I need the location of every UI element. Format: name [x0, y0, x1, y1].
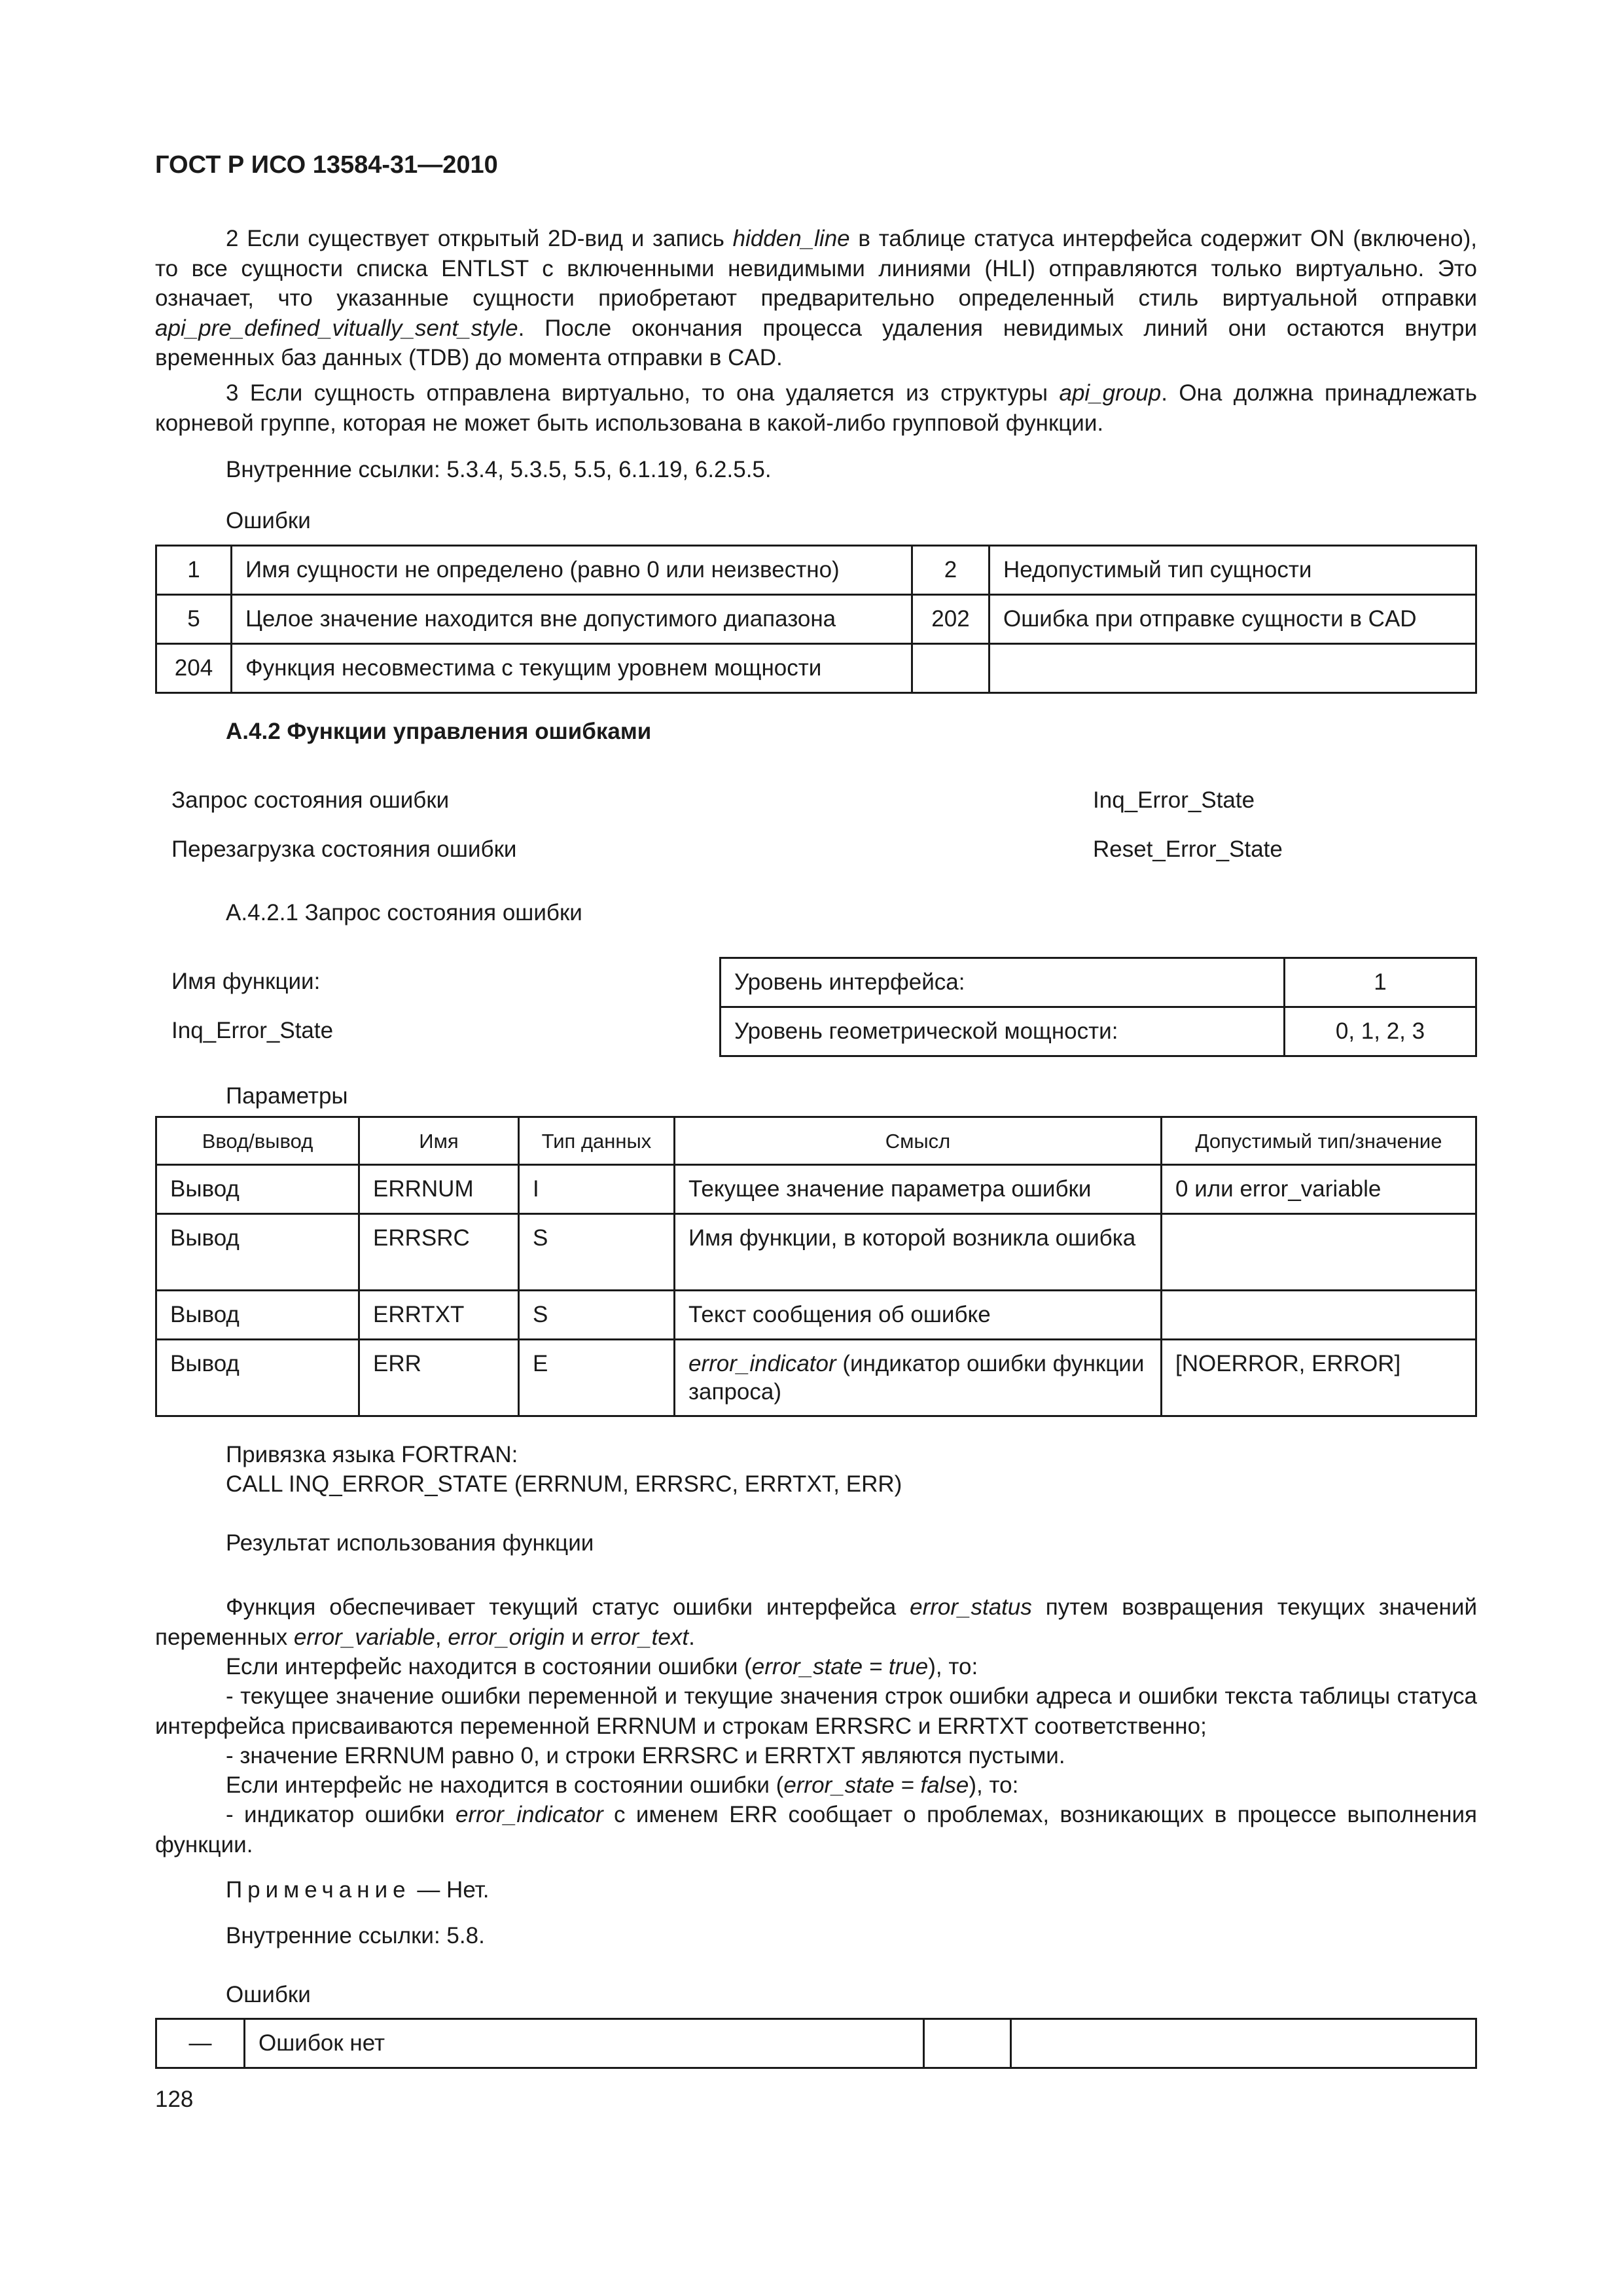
- result-line-5: [226, 1770, 1018, 1800]
- table-cell: Текст сообщения об ошибке: [675, 1291, 1162, 1340]
- fortran-label: Привязка языка FORTRAN:: [226, 1442, 518, 1467]
- level-value: 0, 1, 2, 3: [1285, 1007, 1476, 1056]
- function-2-code: Reset_Error_State: [1093, 836, 1283, 862]
- errors-label-2: Ошибки: [226, 1982, 311, 2007]
- error-description: Ошибка при отправке сущности в CAD: [990, 595, 1476, 644]
- table-cell: ERR: [359, 1340, 519, 1416]
- meaning-text: (индикатор ошибки функции запроса): [688, 1351, 1145, 1405]
- parameters-table: [155, 1116, 1477, 1417]
- table-cell: ERRSRC: [359, 1214, 519, 1291]
- table-cell: E: [519, 1340, 675, 1416]
- errors-label: Ошибки: [226, 508, 311, 533]
- result-text: с именем ERR сообщает о проблемах, возникающих в процессе выполнения функции.: [155, 1802, 1477, 1857]
- level-label: Уровень геометрической мощности:: [721, 1007, 1285, 1056]
- error-description: Имя сущности не определено (равно 0 или неизвестно): [232, 546, 912, 595]
- result-heading: Результат использования функции: [226, 1530, 594, 1556]
- document-page: [155, 0, 1477, 2296]
- result-text: и: [565, 1624, 591, 1650]
- error-variable-term: error_variable: [293, 1624, 435, 1650]
- result-text: - индикатор ошибки: [226, 1802, 455, 1827]
- result-text: ,: [435, 1624, 448, 1650]
- column-header: Смысл: [675, 1117, 1162, 1165]
- error-description: Целое значение находится вне допустимого диапазона: [232, 595, 912, 644]
- result-paragraph-3: [155, 1681, 1477, 1741]
- note-paragraph-2: [155, 224, 1477, 373]
- table-row: [156, 1291, 1476, 1340]
- note-line: [226, 1875, 490, 1905]
- hidden-line-term: hidden_line: [732, 226, 850, 251]
- function-name-value: Inq_Error_State: [171, 1018, 334, 1043]
- section-heading: А.4.2 Функции управления ошибками: [226, 719, 652, 744]
- function-1-code: Inq_Error_State: [1093, 787, 1255, 813]
- error-description: [1011, 2019, 1476, 2068]
- api-group-term: api_group: [1059, 380, 1162, 406]
- function-1-name: Запрос состояния ошибки: [171, 787, 450, 813]
- table-row: [156, 1340, 1476, 1416]
- document-header: ГОСТ Р ИСО 13584-31—2010: [155, 151, 498, 179]
- level-table: [719, 957, 1477, 1057]
- table-row: [721, 958, 1476, 1007]
- internal-references: Внутренние ссылки: 5.3.4, 5.3.5, 5.5, 6.1.19, 6.2.5.5.: [226, 457, 772, 482]
- errors-table-1: [155, 545, 1477, 694]
- table-cell: ERRNUM: [359, 1165, 519, 1214]
- fortran-call: CALL INQ_ERROR_STATE (ERRNUM, ERRSRC, ERRTXT, ERR): [226, 1471, 902, 1497]
- error-code: 2: [912, 546, 990, 595]
- result-text: путем возвращения текущих значений переменных: [155, 1594, 1477, 1650]
- table-cell: S: [519, 1214, 675, 1291]
- error-indicator-term: error_indicator: [688, 1351, 836, 1376]
- table-cell: [1162, 1291, 1476, 1340]
- error-description: [990, 644, 1476, 693]
- error-code: —: [156, 2019, 245, 2068]
- function-name-label: Имя функции:: [171, 969, 321, 994]
- table-cell: Вывод: [156, 1291, 359, 1340]
- error-text-term: error_text: [590, 1624, 689, 1650]
- table-row: [156, 1165, 1476, 1214]
- error-state-term: error_state = true: [751, 1654, 929, 1679]
- error-code: [912, 644, 990, 693]
- note-3-text-b: . Она должна принадлежать корневой группе, которая не может быть использована в какой-либо групповой функции.: [155, 380, 1477, 436]
- error-description: Недопустимый тип сущности: [990, 546, 1476, 595]
- function-2-name: Перезагрузка состояния ошибки: [171, 836, 517, 862]
- column-header: Имя: [359, 1117, 519, 1165]
- result-text: .: [688, 1624, 695, 1650]
- internal-references-2: Внутренние ссылки: 5.8.: [226, 1923, 485, 1948]
- table-cell: Вывод: [156, 1214, 359, 1291]
- result-paragraph-1: [155, 1592, 1477, 1652]
- table-row: [156, 644, 1476, 693]
- error-origin-term: error_origin: [448, 1624, 565, 1650]
- table-row: [721, 1007, 1476, 1056]
- error-status-term: error_status: [910, 1594, 1032, 1620]
- column-header: Тип данных: [519, 1117, 675, 1165]
- errors-table-2: [155, 2018, 1477, 2069]
- result-text: - текущее значение ошибки переменной и текущие значения строк ошибки адреса и ошибки текста таблицы статуса интерфейса присваиваются переменной ERRNUM и строкам ERRSRC и ERRTXT соответственно;: [155, 1683, 1477, 1739]
- note-label: Примечание: [226, 1877, 411, 1903]
- table-cell: S: [519, 1291, 675, 1340]
- note-2-text-c: . После окончания процесса удаления невидимых линий они остаются внутри временных баз данных (TDB) до момента отправки в CAD.: [155, 315, 1477, 370]
- table-row: [156, 595, 1476, 644]
- result-text: Если интерфейс не находится в состоянии ошибки (: [226, 1772, 784, 1798]
- error-code: 204: [156, 644, 232, 693]
- style-term: api_pre_defined_vitually_sent_style: [155, 315, 518, 341]
- result-text: Если интерфейс находится в состоянии ошибки (: [226, 1654, 752, 1679]
- note-2-text-b: в таблице статуса интерфейса содержит ON (включено), то все сущности списка ENTLST с включенными невидимыми линиями (HLI) отправляются только виртуально. Это означает, что указанные сущности приобретают предварительно определенный стиль виртуальной отправки: [155, 226, 1477, 311]
- error-code: 202: [912, 595, 990, 644]
- table-cell: Вывод: [156, 1165, 359, 1214]
- note-3-text: 3 Если сущность отправлена виртуально, то она удаляется из структуры: [226, 380, 1060, 406]
- error-indicator-term: error_indicator: [455, 1802, 603, 1827]
- result-line-2: [226, 1652, 978, 1681]
- page-number: 128: [155, 2087, 194, 2112]
- table-cell: [NOERROR, ERROR]: [1162, 1340, 1476, 1416]
- level-value: 1: [1285, 958, 1476, 1007]
- result-text: ), то:: [969, 1772, 1019, 1798]
- table-cell: [675, 1340, 1162, 1416]
- column-header: Ввод/вывод: [156, 1117, 359, 1165]
- result-paragraph-6: [155, 1800, 1477, 1859]
- error-state-term: error_state = false: [783, 1772, 969, 1798]
- table-row: [156, 2019, 1476, 2068]
- error-description: Ошибок нет: [245, 2019, 924, 2068]
- result-text: Функция обеспечивает текущий статус ошибки интерфейса: [226, 1594, 910, 1620]
- table-row: [156, 546, 1476, 595]
- table-cell: Вывод: [156, 1340, 359, 1416]
- subsection-heading: А.4.2.1 Запрос состояния ошибки: [226, 900, 582, 925]
- level-label: Уровень интерфейса:: [721, 958, 1285, 1007]
- result-text: ), то:: [928, 1654, 978, 1679]
- note-2-text: 2 Если существует открытый 2D-вид и запись: [226, 226, 733, 251]
- error-code: [924, 2019, 1011, 2068]
- parameters-label: Параметры: [226, 1083, 348, 1109]
- table-cell: 0 или error_variable: [1162, 1165, 1476, 1214]
- table-header-row: [156, 1117, 1476, 1165]
- table-cell: I: [519, 1165, 675, 1214]
- result-line-4: - значение ERRNUM равно 0, и строки ERRSRC и ERRTXT являются пустыми.: [226, 1743, 1065, 1768]
- note-text: — Нет.: [410, 1877, 490, 1903]
- error-description: Функция несовместима с текущим уровнем мощности: [232, 644, 912, 693]
- table-cell: [1162, 1214, 1476, 1291]
- table-row: [156, 1214, 1476, 1291]
- table-cell: ERRTXT: [359, 1291, 519, 1340]
- column-header: Допустимый тип/значение: [1162, 1117, 1476, 1165]
- error-code: 1: [156, 546, 232, 595]
- table-cell: Текущее значение параметра ошибки: [675, 1165, 1162, 1214]
- note-paragraph-3: [155, 378, 1477, 438]
- error-code: 5: [156, 595, 232, 644]
- table-cell: Имя функции, в которой возникла ошибка: [675, 1214, 1162, 1291]
